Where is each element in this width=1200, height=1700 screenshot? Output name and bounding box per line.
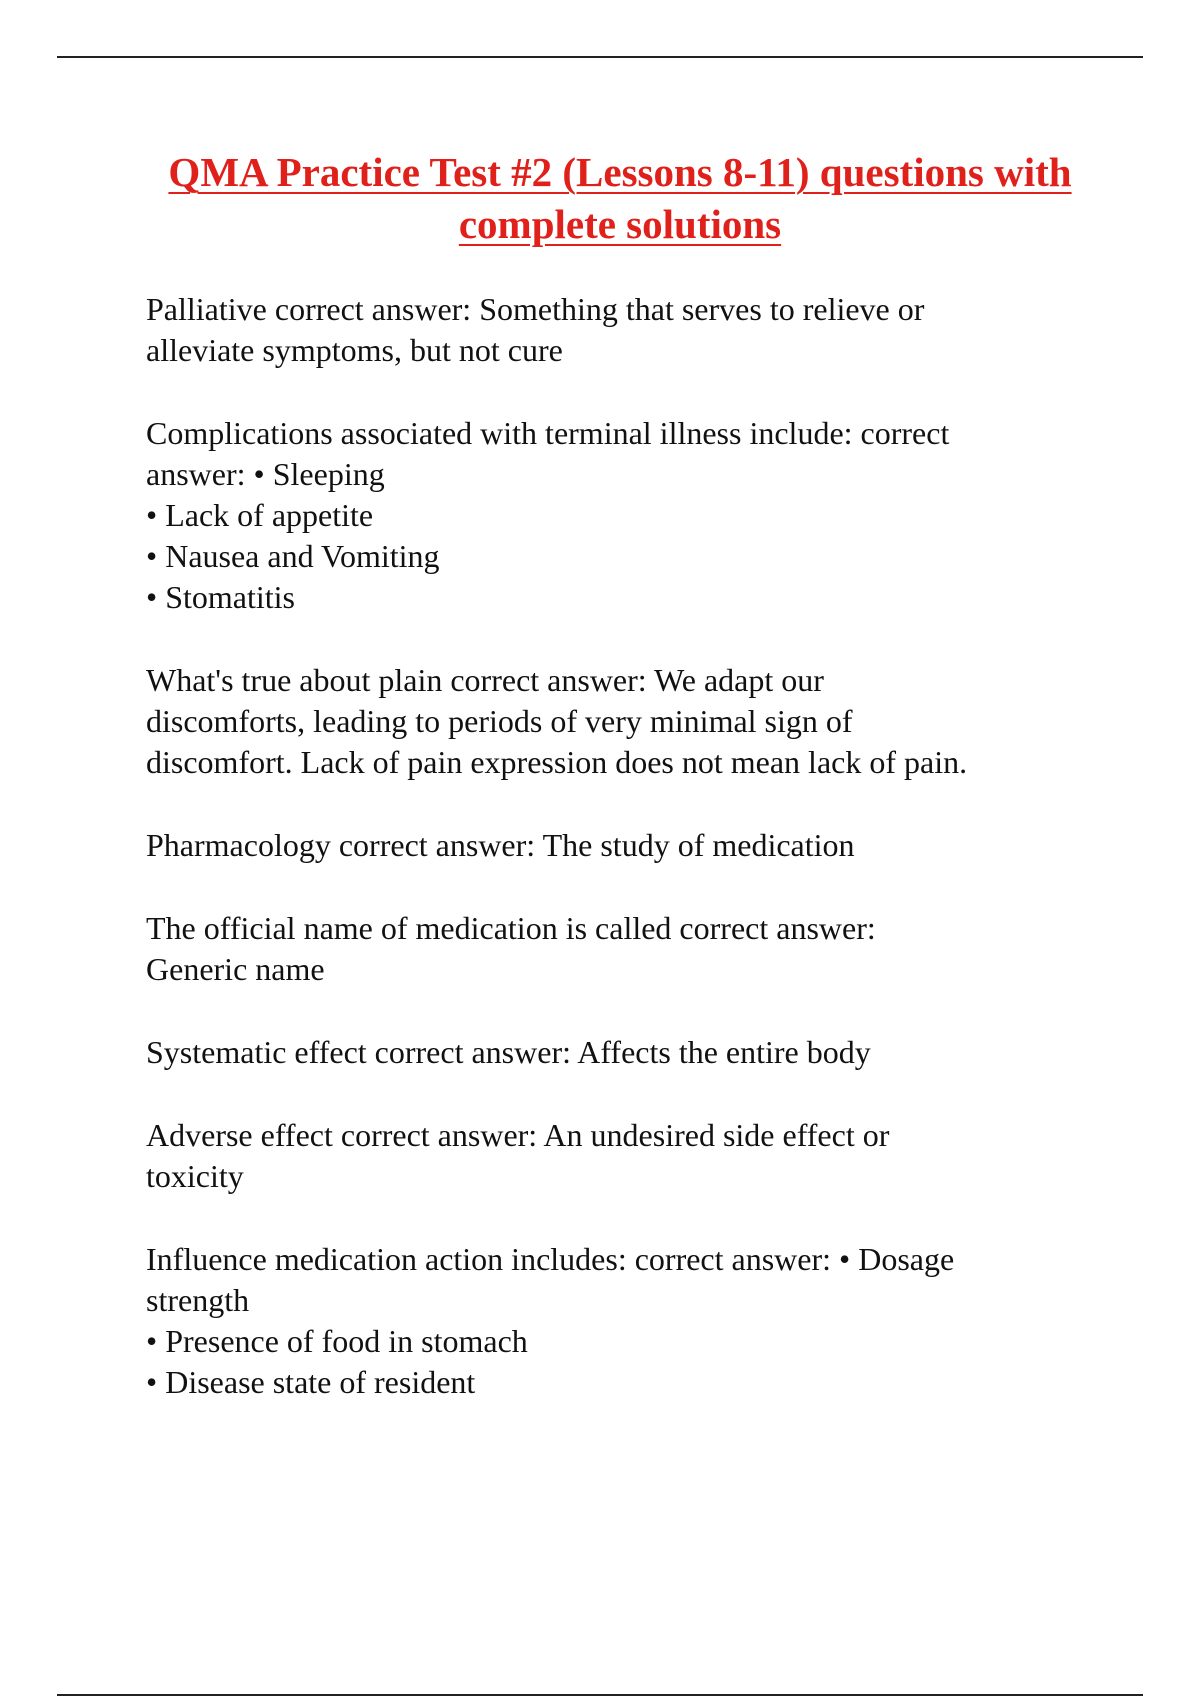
bottom-rule <box>57 1694 1143 1696</box>
qa-entry-systematic-effect: Systematic effect correct answer: Affects the entire body <box>146 1034 871 1070</box>
qa-entry-influence-medication: Influence medication action includes: correct answer: • Dosage strength • Presence of food in stomach • Disease state of resident <box>146 1241 955 1400</box>
top-rule <box>57 56 1143 58</box>
qa-list <box>146 289 1146 1445</box>
qa-entry-complications: Complications associated with terminal illness include: correct answer: • Sleeping • Lack of appetite • Nausea and Vomiting • Stomatitis <box>146 415 950 615</box>
qa-entry-official-name: The official name of medication is called correct answer: Generic name <box>146 910 876 987</box>
qa-entry-adverse-effect: Adverse effect correct answer: An undesired side effect or toxicity <box>146 1117 890 1194</box>
qa-entry-pharmacology: Pharmacology correct answer: The study of medication <box>146 827 855 863</box>
qa-entry-pain: What's true about plain correct answer: We adapt our discomforts, leading to periods of very minimal sign of discomfort. Lack of pain expression does not mean lack of pain. <box>146 662 968 780</box>
document-title: QMA Practice Test #2 (Lessons 8-11) questions with complete solutions <box>168 149 1072 247</box>
qa-entry-palliative: Palliative correct answer: Something that serves to relieve or alleviate symptoms, but not cure <box>146 291 925 368</box>
